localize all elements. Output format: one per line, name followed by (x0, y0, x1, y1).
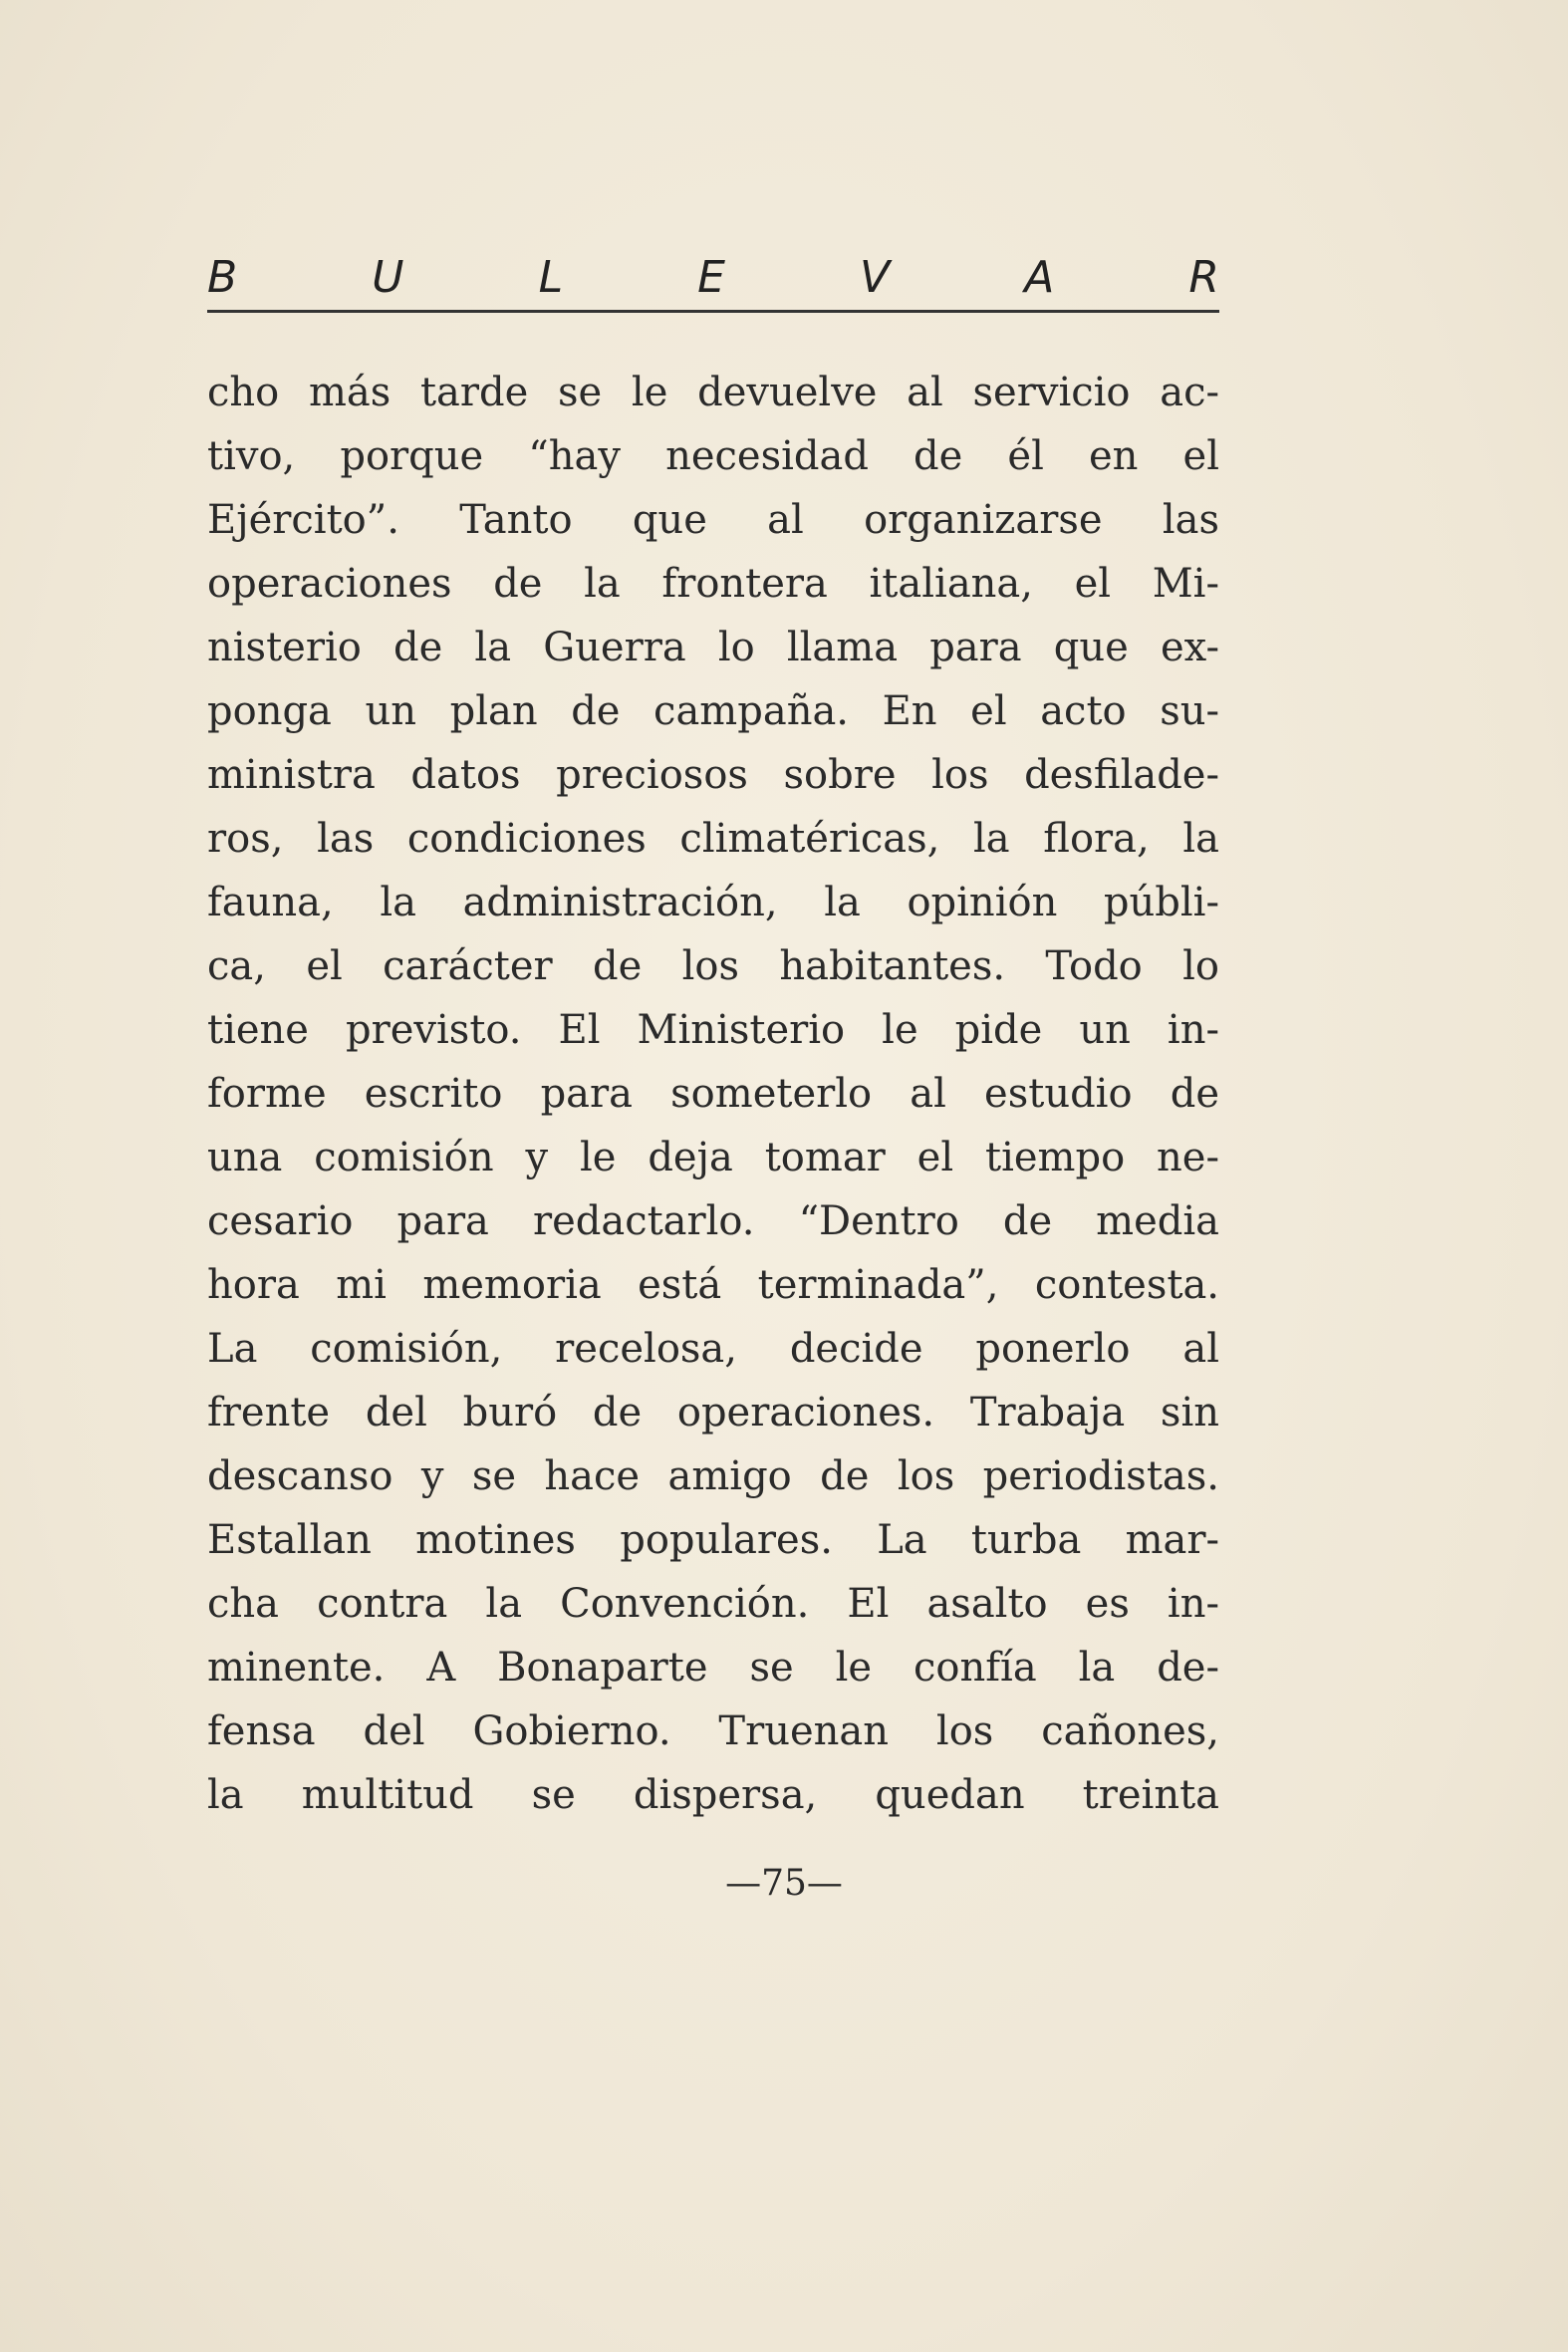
text-line: fensa del Gobierno. Truenan los cañones, (207, 1708, 1219, 1754)
text-line: tivo, porque “hay necesidad de él en el (207, 433, 1219, 479)
text-line: minente. A Bonaparte se le confía la de- (207, 1645, 1219, 1691)
running-head-letter: V (860, 252, 891, 303)
body-text (207, 361, 1219, 1827)
running-head-letter: A (1024, 252, 1055, 303)
running-head (207, 239, 1219, 303)
running-head-letter: U (372, 252, 404, 303)
text-line: operaciones de la frontera italiana, el Mi- (207, 561, 1219, 607)
text-line: Estallan motines populares. La turba mar- (207, 1517, 1219, 1563)
text-line: tiene previsto. El Ministerio le pide un in- (207, 1007, 1219, 1053)
text-line: Ejército”. Tanto que al organizarse las (207, 497, 1219, 543)
text-line: ponga un plan de campaña. En el acto su- (207, 688, 1219, 734)
text-line: la multitud se dispersa, quedan treinta (207, 1772, 1219, 1818)
text-line: cesario para redactarlo. “Dentro de media (207, 1198, 1219, 1244)
text-line: forme escrito para someterlo al estudio de (207, 1071, 1219, 1117)
text-line: una comisión y le deja tomar el tiempo ne- (207, 1135, 1219, 1180)
running-head-letter: R (1188, 252, 1219, 303)
page-number: —75— (725, 1863, 843, 1904)
running-head-letter: B (207, 252, 238, 303)
text-line: frente del buró de operaciones. Trabaja sin (207, 1390, 1219, 1436)
text-line: cho más tarde se le devuelve al servicio ac- (207, 370, 1219, 415)
header-rule (207, 310, 1219, 313)
text-line: ca, el carácter de los habitantes. Todo lo (207, 943, 1219, 989)
text-line: hora mi memoria está terminada”, contesta. (207, 1262, 1219, 1308)
text-line: fauna, la administración, la opinión públi- (207, 880, 1219, 925)
running-head-letter: E (697, 252, 725, 303)
text-line: descanso y se hace amigo de los periodistas. (207, 1453, 1219, 1499)
text-line: La comisión, recelosa, decide ponerlo al (207, 1326, 1219, 1372)
text-line: cha contra la Convención. El asalto es in- (207, 1581, 1219, 1627)
running-head-letter: L (538, 252, 564, 303)
text-line: ministra datos preciosos sobre los desfilade- (207, 752, 1219, 798)
text-line: ros, las condiciones climatéricas, la flora, la (207, 816, 1219, 862)
text-line: nisterio de la Guerra lo llama para que ex- (207, 625, 1219, 670)
